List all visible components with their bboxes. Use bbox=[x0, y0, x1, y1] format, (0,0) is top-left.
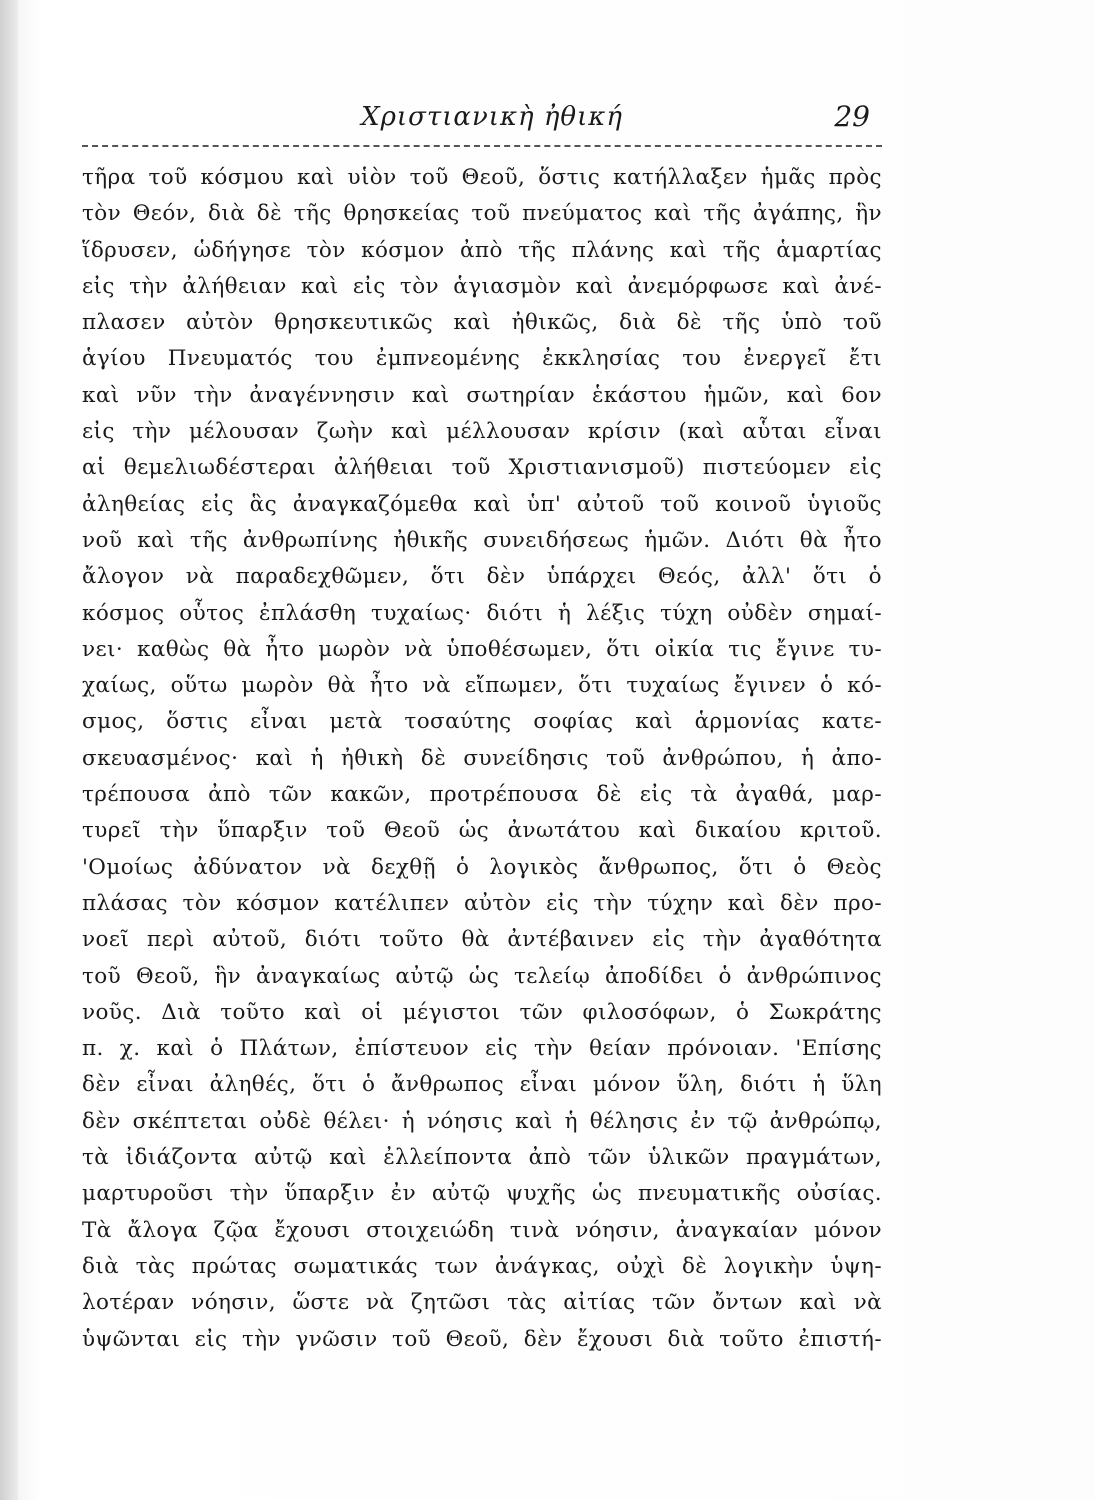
text-line: λοτέραν νόησιν, ὥστε νὰ ζητῶσι τὰς αἰτίας τῶν ὄντων καὶ νὰ bbox=[82, 1290, 882, 1316]
text-line: τὸν Θεόν, διὰ δὲ τῆς θρησκείας τοῦ πνεύματος καὶ τῆς ἀγάπης, ἣν bbox=[82, 201, 882, 227]
text-line: εἰς τὴν ἀλήθειαν καὶ εἰς τὸν ἁγιασμὸν καὶ ἀνεμόρφωσε καὶ ἀνέ- bbox=[82, 273, 882, 299]
text-line: ἁγίου Πνευματός του ἐμπνεομένης ἐκκλησίας του ἐνεργεῖ ἔτι bbox=[82, 346, 882, 372]
header-rule bbox=[82, 145, 882, 147]
text-line: σκευασμένος· καὶ ἡ ἠθικὴ δὲ συνείδησις τοῦ ἀνθρώπου, ἡ ἀπο- bbox=[82, 745, 882, 771]
page-header bbox=[80, 100, 880, 140]
text-line: σμος, ὅστις εἶναι μετὰ τοσαύτης σοφίας καὶ ἁρμονίας κατε- bbox=[82, 709, 882, 735]
text-line: διὰ τὰς πρώτας σωματικάς των ἀνάγκας, οὐχὶ δὲ λογικὴν ὑψη- bbox=[82, 1253, 882, 1279]
page-number: 29 bbox=[834, 100, 870, 133]
text-line: πλάσας τὸν κόσμον κατέλιπεν αὐτὸν εἰς τὴν τύχην καὶ δὲν προ- bbox=[82, 890, 882, 916]
text-line: καὶ νῦν τὴν ἀναγέννησιν καὶ σωτηρίαν ἑκάστου ἡμῶν, καὶ 6ον bbox=[82, 382, 882, 408]
text-line: νει· καθὼς θὰ ἦτο μωρὸν νὰ ὑποθέσωμεν, ὅτι οἰκία τις ἔγινε τυ- bbox=[82, 636, 882, 662]
page-gutter bbox=[0, 0, 18, 1500]
text-line: εἰς τὴν μέλουσαν ζωὴν καὶ μέλλουσαν κρίσιν (καὶ αὗται εἶναι bbox=[82, 419, 882, 445]
text-line: κόσμος οὗτος ἐπλάσθη τυχαίως· διότι ἡ λέξις τύχη οὐδὲν σημαί- bbox=[82, 600, 882, 626]
text-line: δὲν εἶναι ἀληθές, ὅτι ὁ ἄνθρωπος εἶναι μόνον ὕλη, διότι ἡ ὕλη bbox=[82, 1072, 882, 1098]
text-line: τῆρα τοῦ κόσμου καὶ υἱὸν τοῦ Θεοῦ, ὅστις κατήλλαξεν ἡμᾶς πρὸς bbox=[82, 165, 882, 190]
text-line: τρέπουσα ἀπὸ τῶν κακῶν, προτρέπουσα δὲ εἰς τὰ ἀγαθά, μαρ- bbox=[82, 782, 882, 808]
text-line: ὑψῶνται εἰς τὴν γνῶσιν τοῦ Θεοῦ, δὲν ἔχουσι διὰ τοῦτο ἐπιστή- bbox=[82, 1326, 882, 1352]
text-line: ἄλογον νὰ παραδεχθῶμεν, ὅτι δὲν ὑπάρχει Θεός, ἀλλ' ὅτι ὁ bbox=[82, 564, 882, 590]
text-line: δὲν σκέπτεται οὐδὲ θέλει· ἡ νόησις καὶ ἡ θέλησις ἐν τῷ ἀνθρώπῳ, bbox=[82, 1108, 882, 1134]
text-line: ἀληθείας εἰς ἃς ἀναγκαζόμεθα καὶ ὑπ' αὐτοῦ τοῦ κοινοῦ ὑγιοῦς bbox=[82, 491, 882, 517]
text-line: 'Ομοίως ἀδύνατον νὰ δεχθῇ ὁ λογικὸς ἄνθρωπος, ὅτι ὁ Θεὸς bbox=[82, 854, 882, 880]
text-line: μαρτυροῦσι τὴν ὕπαρξιν ἐν αὐτῷ ψυχῆς ὡς πνευματικῆς οὐσίας. bbox=[82, 1181, 882, 1207]
text-line: αἱ θεμελιωδέστεραι ἀλήθειαι τοῦ Χριστιανισμοῦ) πιστεύομεν εἰς bbox=[82, 455, 882, 481]
text-line: τὰ ἰδιάζοντα αὐτῷ καὶ ἐλλείποντα ἀπὸ τῶν ὑλικῶν πραγμάτων, bbox=[82, 1145, 882, 1171]
text-line: τυρεῖ τὴν ὕπαρξιν τοῦ Θεοῦ ὡς ἀνωτάτου καὶ δικαίου κριτοῦ. bbox=[82, 818, 882, 844]
text-line: π. χ. καὶ ὁ Πλάτων, ἐπίστευον εἰς τὴν θείαν πρόνοιαν. 'Επίσης bbox=[82, 1036, 882, 1062]
text-line: νοῦ καὶ τῆς ἀνθρωπίνης ἠθικῆς συνειδήσεως ἡμῶν. Διότι θὰ ἦτο bbox=[82, 527, 882, 553]
text-line: ἵδρυσεν, ὡδήγησε τὸν κόσμον ἀπὸ τῆς πλάνης καὶ τῆς ἁμαρτίας bbox=[82, 237, 882, 263]
body-text bbox=[82, 160, 882, 1358]
text-line: νοῦς. Διὰ τοῦτο καὶ οἱ μέγιστοι τῶν φιλοσόφων, ὁ Σωκράτης bbox=[82, 999, 882, 1025]
text-line: πλασεν αὐτὸν θρησκευτικῶς καὶ ἠθικῶς, διὰ δὲ τῆς ὑπὸ τοῦ bbox=[82, 310, 882, 336]
text-line: νοεῖ περὶ αὐτοῦ, διότι τοῦτο θὰ ἀντέβαινεν εἰς τὴν ἀγαθότητα bbox=[82, 927, 882, 953]
text-line: τοῦ Θεοῦ, ἣν ἀναγκαίως αὐτῷ ὡς τελείῳ ἀποδίδει ὁ ἀνθρώπινος bbox=[82, 963, 882, 989]
text-line: χαίως, οὕτω μωρὸν θὰ ἦτο νὰ εἴπωμεν, ὅτι τυχαίως ἔγινεν ὁ κό- bbox=[82, 673, 882, 699]
running-title: Χριστιανικὴ ἠθική bbox=[361, 102, 623, 132]
text-line: Τὰ ἄλογα ζῷα ἔχουσι στοιχειώδη τινὰ νόησιν, ἀναγκαίαν μόνον bbox=[82, 1217, 882, 1243]
